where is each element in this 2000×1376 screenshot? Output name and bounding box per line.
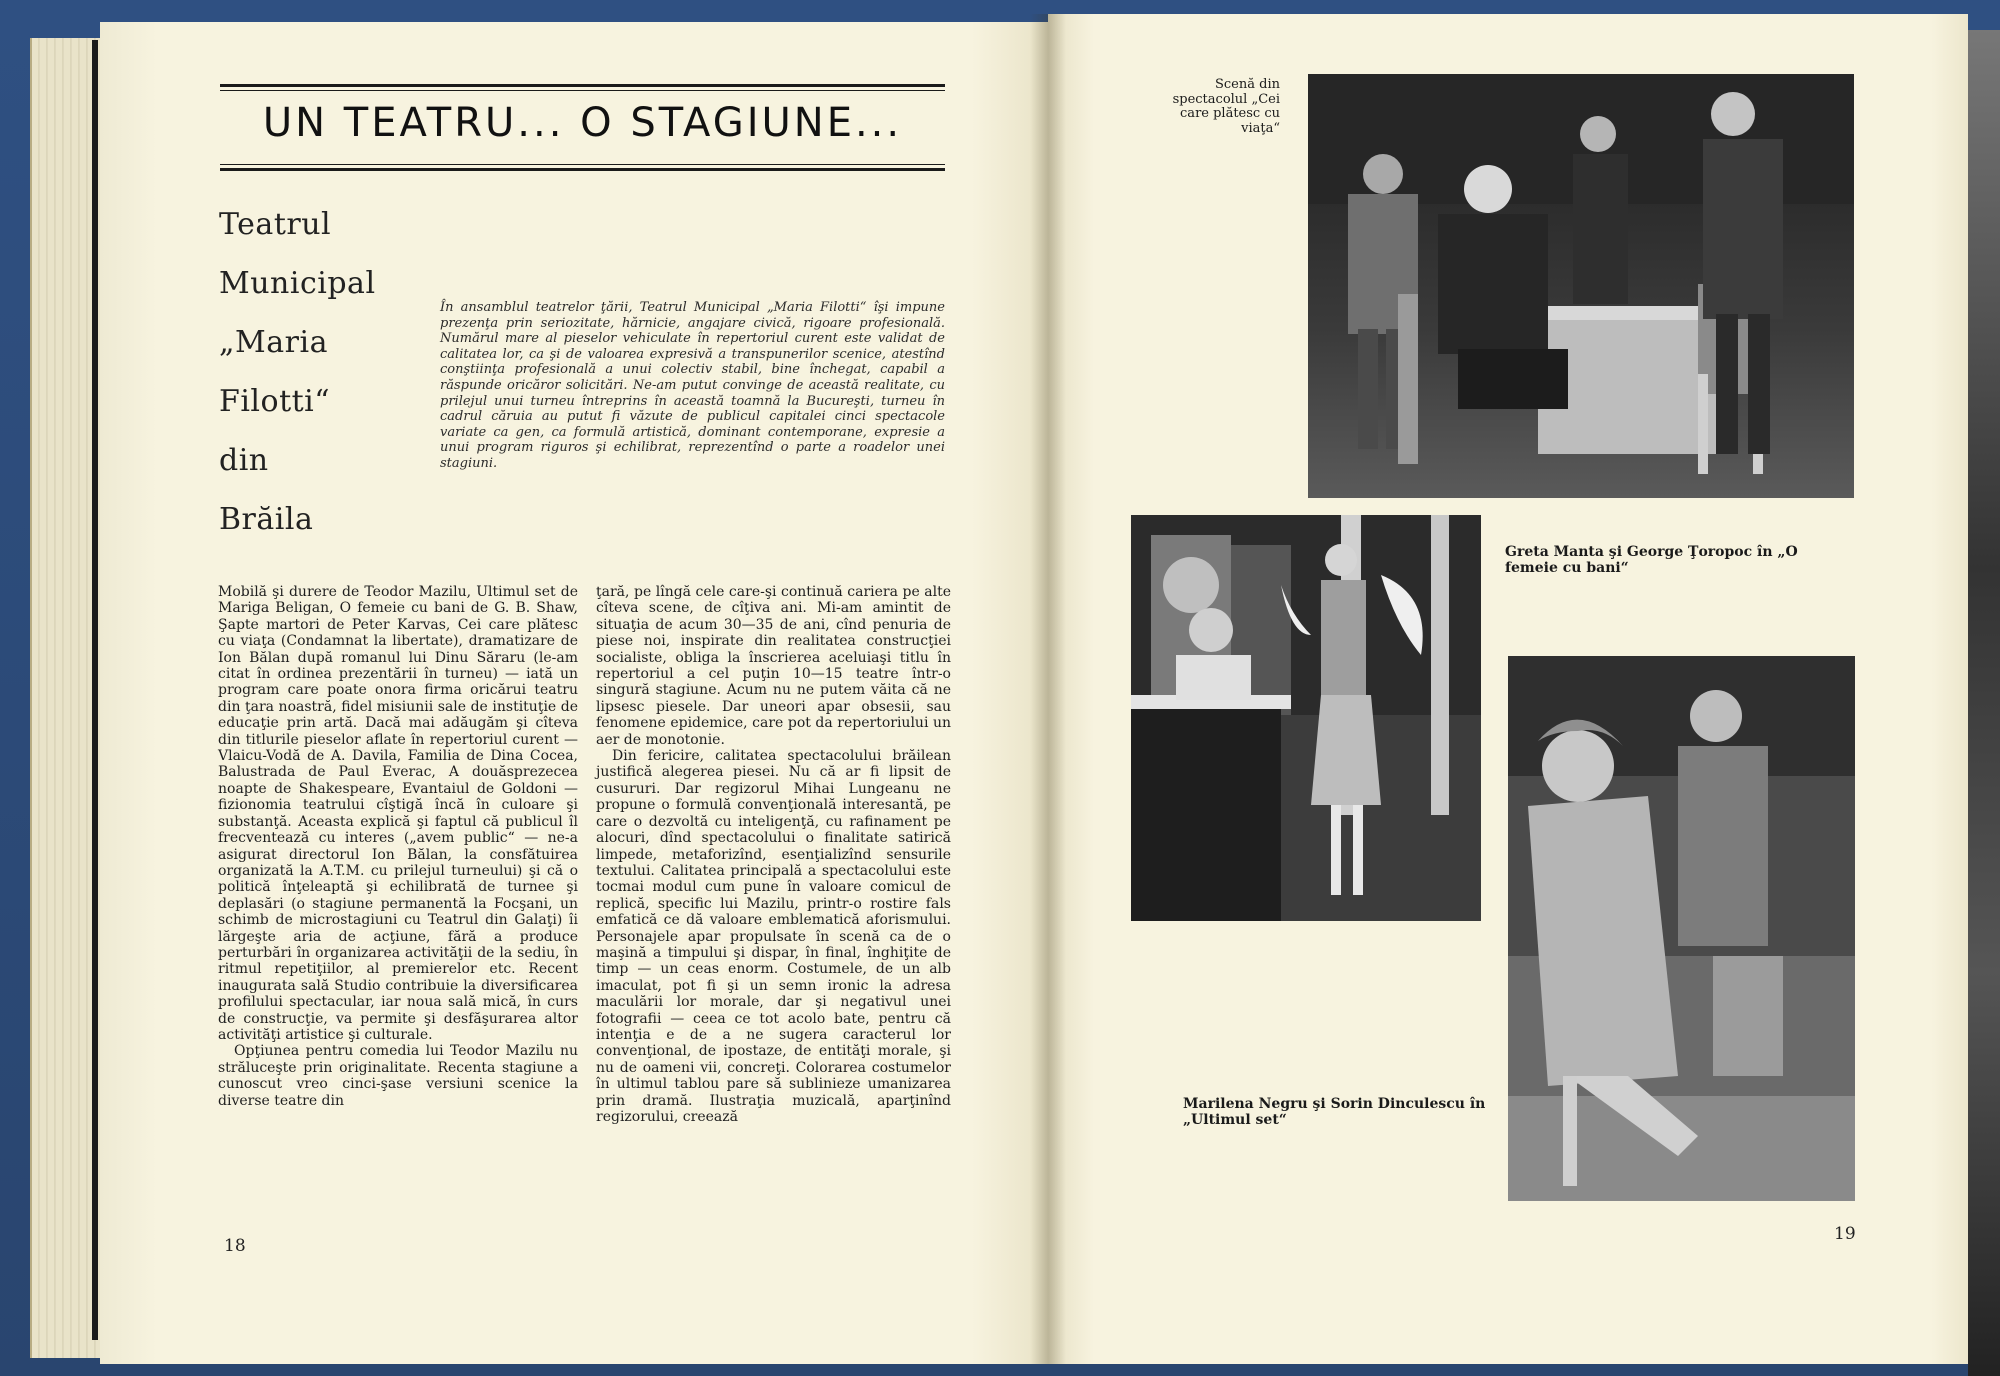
- caption-photo-1: Scenă din spectacolul „Cei care plătesc cu viaţa“: [1172, 77, 1280, 136]
- next-page-edge: [1968, 30, 2000, 1376]
- photo-stage-scene-2: [1131, 515, 1481, 921]
- title-line-5: din: [219, 443, 269, 478]
- caption-photo-3: Marilena Negru şi Sorin Dinculescu în „Ultimul set“: [1183, 1096, 1486, 1128]
- text-column-1: [218, 584, 578, 1109]
- stage-photo-1-image: [1308, 74, 1854, 498]
- header-rule-bottom-thin: [220, 164, 945, 165]
- title-line-3: „Maria: [219, 325, 328, 360]
- caption-photo-2: Greta Manta şi George Ţoropoc în „O femeie cu bani“: [1505, 544, 1798, 576]
- bleed-through-text: [1128, 110, 1308, 410]
- spine-shadow: [1030, 14, 1066, 1364]
- column2-paragraph-2: Din fericire, calitatea spectacolului brăilean justifică alegerea piesei. Nu că ar fi lipsit de cusururi. Dar regizorul Mihai Lungeanu ne propune o formulă convenţională interesantă, pe care o dezvoltă cu inteligenţă, cu rafinament pe alocuri, dînd spectacolului o finalitate satirică limpede, metaforizînd, esenţializînd sensurile textului. Calitatea principală a spectacolului este tocmai modul cum pune în valoare comicul de replică, specific lui Mazilu, printr-o rostire fals emfatică ce dă valoare emblematică aforismului. Personajele apar propulsate în scenă ca de o maşină a timpului şi dispar, în final, înghiţite de timp — un ceas enorm. Costumele, de un alb imaculat, pot fi şi un semn ironic la adresa maculării lor morale, dar şi negativul unei fotografii — ceea ce tot acolo bate, pentru că intenţia e de a ne sugera caracterul lor convenţional, de ipostaze, de entităţi morale, şi nu de oameni vii, concreţi. Colorarea costumelor în ultimul tablou pare să sublinieze umanizarea prin dramă. Ilustraţia muzicală, aparţinînd regizorului, creează: [596, 748, 951, 1125]
- article-title: UN TEATRU... O STAGIUNE...: [262, 100, 903, 146]
- title-line-4: Filotti“: [219, 384, 331, 419]
- intro-paragraph: În ansamblul teatrelor ţării, Teatrul Municipal „Maria Filotti“ îşi impune prezenţa prin seriozitate, hărnicie, angajare civică, rigoare profesională. Numărul mare al pieselor vehiculate în repertoriul curent este validat de calitatea lor, ca şi de valoarea expresivă a transpunerilor scenice, atestînd conştiinţa profesională a unui colectiv stabil, bine închegat, capabil a răspunde oricăror solicitări. Ne-am putut convinge de această realitate, cu prilejul unui turneu întreprins în această toamnă la Bucureşti, turneu în cadrul căruia au putut fi văzute de publicul capitalei cinci spectacole variate ca gen, ca formulă artistică, dominant contemporane, expresie a unui program riguros şi echilibrat, reprezentînd o parte a roadelor unei stagiuni.: [440, 300, 945, 471]
- title-line-1: Teatrul: [219, 207, 332, 242]
- column1-paragraph-1: Mobilă şi durere de Teodor Mazilu, Ultimul set de Mariga Beligan, O femeie cu bani de G. B. Shaw, Şapte martori de Peter Karvas, Cei care plătesc cu viaţa (Condamnat la libertate), dramatizare de Ion Bălan după romanul lui Dinu Săraru (le-am citat în ordinea prezentării în turneu) — iată un program care poate onora firma oricărui teatru din ţara noastră, fidel misiunii sale de instituţie de educaţie prin artă. Dacă mai adăugăm şi cîteva din titlurile pieselor aflate în repertoriul curent — Vlaicu-Vodă de A. Davila, Familia de Dina Cocea, Balustrada de Paul Everac, A douăsprezecea noapte de Shakespeare, Evantaiul de Goldoni — fizionomia teatrului cîştigă încă în culoare şi substanţă. Aceasta explică şi faptul că publicul îl frecventează cu interes („avem public“ — ne-a asigurat directorul Ion Bălan, la consfătuirea organizată la A.T.M. cu prilejul turneului) şi că o politică înţeleaptă şi echilibrată de turnee şi deplasări (o stagiune permanentă la Focşani, un schimb de microstagiuni cu Teatrul din Galaţi) îi lărgeşte aria de acţiune, fără a produce perturbări în organizarea activităţii de la sediu, în ritmul repetiţiilor, al premierelor etc. Recent inaugurata sală Studio contribuie la diversificarea profilului spectacular, iar noua sală mică, în curs de construcţie, va permite şi desfăşurarea altor activităţi artistice şi culturale.: [218, 584, 578, 1043]
- title-line-2: Municipal: [219, 266, 376, 301]
- column1-paragraph-2: Opţiunea pentru comedia lui Teodor Mazilu nu străluceşte prin originalitate. Recenta stagiune a cunoscut vreo cinci-şase versiuni scenice la diverse teatre din: [218, 1043, 578, 1109]
- column2-paragraph-1: ţară, pe lîngă cele care-şi continuă cariera pe alte cîteva scene, de cîţiva ani. Mi-am amintit de situaţia de acum 30—35 de ani, cînd penuria de piese noi, inspirate din realitatea construcţiei socialiste, obliga la înscrierea aceluiaşi titlu în repertoriul a cel puţin 10—15 teatre într-o singură stagiune. Acum nu ne putem văita că ne lipsesc piesele. Dar uneori apar obsesii, sau fenomene epidemice, care pot da repertoriului un aer de monotonie.: [596, 584, 951, 748]
- stage-photo-3-image: [1508, 656, 1855, 1201]
- header-rule-bottom: [220, 168, 945, 171]
- text-column-2: [596, 584, 951, 1125]
- photo-stage-scene-3: [1508, 656, 1855, 1201]
- page-number-left: 18: [224, 1236, 246, 1256]
- stage-photo-2-image: [1131, 515, 1481, 921]
- header-rule-top: [220, 84, 945, 87]
- title-line-6: Brăila: [219, 502, 314, 537]
- photo-stage-scene-1: [1308, 74, 1854, 498]
- binding-line: [92, 40, 98, 1340]
- page-number-right: 19: [1834, 1224, 1856, 1244]
- header-rule-top-thin: [220, 90, 945, 91]
